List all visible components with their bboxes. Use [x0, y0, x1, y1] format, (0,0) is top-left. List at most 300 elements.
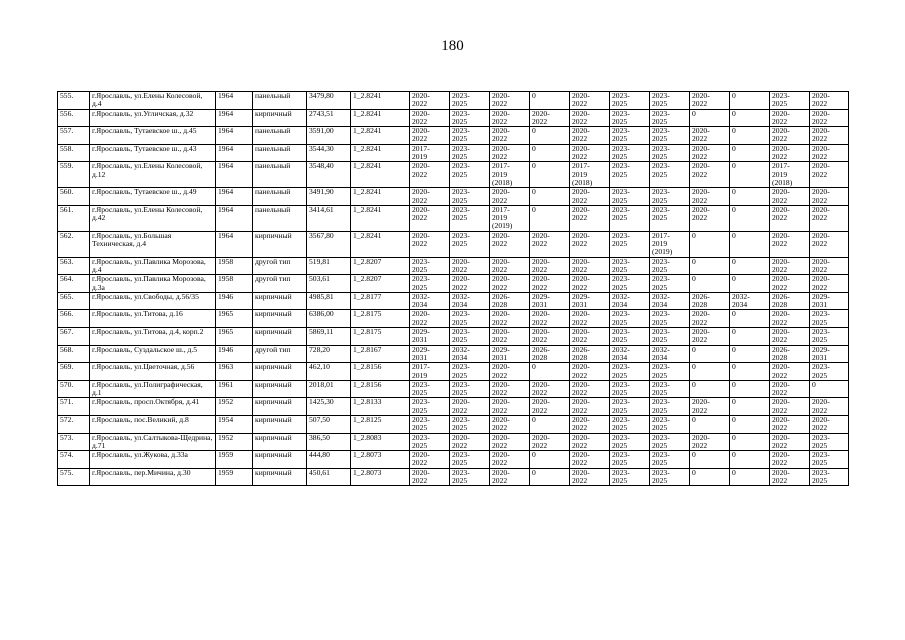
period-cell: 2020- 2022	[530, 275, 570, 293]
table-row	[58, 275, 849, 293]
code-cell: 1_2.8167	[351, 345, 410, 363]
period-cell: 2020- 2022	[810, 188, 849, 206]
period-cell: 0	[730, 127, 770, 145]
period-cell: 2020- 2022	[530, 257, 570, 275]
period-cell: 2023- 2025	[410, 433, 450, 451]
period-cell: 2023- 2025	[810, 310, 849, 328]
code-cell: 1_2.8073	[351, 451, 410, 469]
period-cell: 2023- 2025	[650, 188, 690, 206]
period-cell: 2020- 2022	[810, 127, 849, 145]
table-row	[58, 292, 849, 310]
wall-material-cell: кирпичный	[253, 292, 307, 310]
address-cell: г.Ярославль, ул.Елены Колесовой, д.4	[90, 92, 216, 110]
wall-material-cell: кирпичный	[253, 231, 307, 257]
period-cell: 2020- 2022	[570, 468, 610, 486]
code-cell: 1_2.8175	[351, 328, 410, 346]
build-year-cell: 1959	[216, 468, 253, 486]
period-cell: 2020- 2022	[490, 328, 530, 346]
period-cell: 2020- 2022	[490, 415, 530, 433]
build-year-cell: 1964	[216, 231, 253, 257]
address-cell: г.Ярославль, ул.Титова, д.16	[90, 310, 216, 328]
period-cell: 2032- 2034	[650, 292, 690, 310]
period-cell: 2020- 2022	[450, 433, 490, 451]
period-cell: 0	[530, 451, 570, 469]
period-cell: 0	[530, 205, 570, 231]
period-cell: 2020- 2022	[490, 310, 530, 328]
area-cell: 1425,30	[307, 398, 351, 416]
period-cell: 2020- 2022	[410, 92, 450, 110]
period-cell: 2023- 2025	[610, 205, 650, 231]
period-cell: 2023- 2025	[610, 451, 650, 469]
build-year-cell: 1952	[216, 433, 253, 451]
wall-material-cell: кирпичный	[253, 363, 307, 381]
period-cell: 2020- 2022	[450, 398, 490, 416]
period-cell: 2023- 2025	[410, 380, 450, 398]
period-cell: 2020- 2022	[770, 310, 810, 328]
period-cell: 2020- 2022	[770, 144, 810, 162]
period-cell: 0	[730, 231, 770, 257]
address-cell: г.Ярославль, ул.Полиграфическая, д.1	[90, 380, 216, 398]
period-cell: 0	[530, 468, 570, 486]
period-cell: 2020- 2022	[490, 127, 530, 145]
period-cell: 0	[690, 468, 730, 486]
row-number-cell: 565.	[58, 292, 90, 310]
period-cell: 2023- 2025	[650, 380, 690, 398]
area-cell: 5869,11	[307, 328, 351, 346]
period-cell: 2026- 2028	[530, 345, 570, 363]
period-cell: 2020- 2022	[490, 363, 530, 381]
period-cell: 2023- 2025	[410, 398, 450, 416]
period-cell: 2020- 2022	[770, 468, 810, 486]
period-cell: 2020- 2022	[690, 92, 730, 110]
period-cell: 2020- 2022	[570, 205, 610, 231]
period-cell: 2020- 2022	[770, 398, 810, 416]
period-cell: 2020- 2022	[770, 275, 810, 293]
code-cell: 1_2.8125	[351, 415, 410, 433]
wall-material-cell: другой тип	[253, 275, 307, 293]
period-cell: 2020- 2022	[770, 231, 810, 257]
period-cell: 2020- 2022	[690, 310, 730, 328]
row-number-cell: 557.	[58, 127, 90, 145]
period-cell: 2023- 2025	[810, 468, 849, 486]
period-cell: 2023- 2025	[610, 380, 650, 398]
period-cell: 2023- 2025	[650, 415, 690, 433]
period-cell: 2020- 2022	[490, 109, 530, 127]
row-number-cell: 562.	[58, 231, 90, 257]
period-cell: 2020- 2022	[530, 398, 570, 416]
table-row	[58, 451, 849, 469]
period-cell: 2023- 2025	[650, 92, 690, 110]
period-cell: 2023- 2025	[650, 328, 690, 346]
period-cell: 2020- 2022	[530, 231, 570, 257]
wall-material-cell: другой тип	[253, 345, 307, 363]
table-row	[58, 328, 849, 346]
period-cell: 2029- 2031	[570, 292, 610, 310]
build-year-cell: 1964	[216, 109, 253, 127]
address-cell: г.Ярославль, ул.Свободы, д.56/35	[90, 292, 216, 310]
period-cell: 2032- 2034	[450, 345, 490, 363]
period-cell: 2023- 2025	[650, 127, 690, 145]
period-cell: 2032- 2034	[610, 292, 650, 310]
period-cell: 0	[730, 398, 770, 416]
period-cell: 2020- 2022	[770, 433, 810, 451]
table-row	[58, 415, 849, 433]
period-cell: 2020- 2022	[530, 328, 570, 346]
period-cell: 2032- 2034	[410, 292, 450, 310]
address-cell: г.Ярославль, ул.Елены Колесовой, д.12	[90, 162, 216, 188]
period-cell: 0	[690, 345, 730, 363]
period-cell: 2023- 2025	[610, 162, 650, 188]
table-row	[58, 188, 849, 206]
period-cell: 2023- 2025	[610, 398, 650, 416]
period-cell: 2020- 2022	[570, 275, 610, 293]
table-row	[58, 144, 849, 162]
period-cell: 2023- 2025	[450, 92, 490, 110]
period-cell: 2020- 2022	[810, 415, 849, 433]
code-cell: 1_2.8133	[351, 398, 410, 416]
code-cell: 1_2.8241	[351, 144, 410, 162]
row-number-cell: 563.	[58, 257, 90, 275]
period-cell: 2020- 2022	[570, 415, 610, 433]
code-cell: 1_2.8241	[351, 109, 410, 127]
period-cell: 0	[730, 468, 770, 486]
build-year-cell: 1954	[216, 415, 253, 433]
table-row	[58, 257, 849, 275]
period-cell: 2020- 2022	[450, 275, 490, 293]
period-cell: 2023- 2025	[810, 451, 849, 469]
code-cell: 1_2.8241	[351, 188, 410, 206]
build-year-cell: 1946	[216, 345, 253, 363]
period-cell: 2020- 2022	[770, 127, 810, 145]
period-cell: 2020- 2022	[450, 257, 490, 275]
period-cell: 2020- 2022	[490, 380, 530, 398]
period-cell: 2032- 2034	[610, 345, 650, 363]
wall-material-cell: кирпичный	[253, 468, 307, 486]
address-cell: г.Ярославль, ул.Большая Техническая, д.4	[90, 231, 216, 257]
period-cell: 2023- 2025	[410, 275, 450, 293]
period-cell: 2020- 2022	[570, 433, 610, 451]
period-cell: 2023- 2025	[450, 310, 490, 328]
period-cell: 2023- 2025	[770, 92, 810, 110]
row-number-cell: 574.	[58, 451, 90, 469]
period-cell: 2020- 2022	[410, 127, 450, 145]
period-cell: 2020- 2022	[770, 363, 810, 381]
period-cell: 2023- 2025	[610, 144, 650, 162]
row-number-cell: 570.	[58, 380, 90, 398]
period-cell: 0	[530, 415, 570, 433]
wall-material-cell: кирпичный	[253, 415, 307, 433]
period-cell: 2020- 2022	[810, 275, 849, 293]
period-cell: 2020- 2022	[490, 257, 530, 275]
period-cell: 2020- 2022	[770, 328, 810, 346]
row-number-cell: 561.	[58, 205, 90, 231]
area-cell: 444,80	[307, 451, 351, 469]
address-cell: г.Ярославль, ул.Салтыкова-Щедрина, д.71	[90, 433, 216, 451]
period-cell: 2020- 2022	[410, 188, 450, 206]
period-cell: 2023- 2025	[450, 468, 490, 486]
table-row	[58, 231, 849, 257]
table-row	[58, 398, 849, 416]
period-cell: 2020- 2022	[410, 109, 450, 127]
area-cell: 3567,80	[307, 231, 351, 257]
period-cell: 2023- 2025	[610, 127, 650, 145]
row-number-cell: 566.	[58, 310, 90, 328]
period-cell: 0	[730, 109, 770, 127]
period-cell: 2020- 2022	[570, 231, 610, 257]
build-year-cell: 1964	[216, 127, 253, 145]
period-cell: 2020- 2022	[490, 275, 530, 293]
period-cell: 2017- 2019 (2018)	[490, 162, 530, 188]
period-cell: 2020- 2022	[690, 162, 730, 188]
period-cell: 2023- 2025	[610, 109, 650, 127]
period-cell: 0	[530, 188, 570, 206]
wall-material-cell: панельный	[253, 205, 307, 231]
period-cell: 2023- 2025	[650, 275, 690, 293]
period-cell: 2029- 2031	[810, 345, 849, 363]
area-cell: 3591,00	[307, 127, 351, 145]
period-cell: 0	[530, 92, 570, 110]
address-cell: г.Ярославль, ул.Елены Колесовой, д.42	[90, 205, 216, 231]
period-cell: 2017- 2019 (2019)	[650, 231, 690, 257]
period-cell: 2020- 2022	[810, 205, 849, 231]
wall-material-cell: панельный	[253, 188, 307, 206]
build-year-cell: 1964	[216, 144, 253, 162]
build-year-cell: 1964	[216, 188, 253, 206]
wall-material-cell: кирпичный	[253, 328, 307, 346]
period-cell: 2020- 2022	[770, 451, 810, 469]
period-cell: 2020- 2022	[570, 328, 610, 346]
period-cell: 2020- 2022	[410, 310, 450, 328]
table-row	[58, 109, 849, 127]
area-cell: 4985,81	[307, 292, 351, 310]
period-cell: 2020- 2022	[570, 109, 610, 127]
area-cell: 728,20	[307, 345, 351, 363]
period-cell: 0	[730, 415, 770, 433]
period-cell: 2029- 2031	[490, 345, 530, 363]
period-cell: 0	[690, 275, 730, 293]
period-cell: 2020- 2022	[570, 398, 610, 416]
period-cell: 2020- 2022	[490, 451, 530, 469]
period-cell: 2020- 2022	[530, 380, 570, 398]
build-year-cell: 1958	[216, 257, 253, 275]
build-year-cell: 1964	[216, 92, 253, 110]
period-cell: 2017- 2019	[410, 363, 450, 381]
period-cell: 2020- 2022	[770, 380, 810, 398]
period-cell: 2020- 2022	[410, 205, 450, 231]
period-cell: 2023- 2025	[450, 205, 490, 231]
code-cell: 1_2.8241	[351, 127, 410, 145]
wall-material-cell: панельный	[253, 127, 307, 145]
build-year-cell: 1952	[216, 398, 253, 416]
area-cell: 507,50	[307, 415, 351, 433]
period-cell: 2020- 2022	[410, 451, 450, 469]
address-cell: г.Ярославль, ул.Павлика Морозова, д.4	[90, 257, 216, 275]
address-cell: г.Ярославль, пер.Мичина, д.30	[90, 468, 216, 486]
wall-material-cell: кирпичный	[253, 433, 307, 451]
period-cell: 2023- 2025	[410, 415, 450, 433]
period-cell: 0	[730, 363, 770, 381]
table-body	[58, 92, 849, 486]
period-cell: 2023- 2025	[610, 231, 650, 257]
period-cell: 0	[730, 380, 770, 398]
period-cell: 0	[690, 415, 730, 433]
period-cell: 2020- 2022	[530, 310, 570, 328]
period-cell: 2023- 2025	[650, 205, 690, 231]
area-cell: 3548,40	[307, 162, 351, 188]
row-number-cell: 555.	[58, 92, 90, 110]
period-cell: 0	[730, 205, 770, 231]
table-row	[58, 433, 849, 451]
period-cell: 0	[730, 257, 770, 275]
build-year-cell: 1963	[216, 363, 253, 381]
period-cell: 2023- 2025	[650, 451, 690, 469]
table-row	[58, 127, 849, 145]
period-cell: 2020- 2022	[690, 205, 730, 231]
period-cell: 0	[530, 162, 570, 188]
area-cell: 3479,80	[307, 92, 351, 110]
build-year-cell: 1946	[216, 292, 253, 310]
period-cell: 2023- 2025	[450, 363, 490, 381]
period-cell: 0	[730, 451, 770, 469]
period-cell: 2020- 2022	[570, 363, 610, 381]
build-year-cell: 1965	[216, 310, 253, 328]
area-cell: 3491,90	[307, 188, 351, 206]
build-year-cell: 1965	[216, 328, 253, 346]
period-cell: 2023- 2025	[610, 363, 650, 381]
period-cell: 2032- 2034	[650, 345, 690, 363]
code-cell: 1_2.8207	[351, 275, 410, 293]
row-number-cell: 564.	[58, 275, 90, 293]
row-number-cell: 572.	[58, 415, 90, 433]
wall-material-cell: панельный	[253, 144, 307, 162]
period-cell: 2020- 2022	[410, 468, 450, 486]
period-cell: 2020- 2022	[690, 328, 730, 346]
area-cell: 3414,61	[307, 205, 351, 231]
period-cell: 2023- 2025	[650, 433, 690, 451]
row-number-cell: 569.	[58, 363, 90, 381]
table-row	[58, 363, 849, 381]
period-cell: 2020- 2022	[530, 109, 570, 127]
period-cell: 2023- 2025	[450, 127, 490, 145]
period-cell: 0	[530, 144, 570, 162]
period-cell: 0	[730, 345, 770, 363]
period-cell: 2023- 2025	[650, 398, 690, 416]
code-cell: 1_2.8241	[351, 231, 410, 257]
period-cell: 0	[690, 109, 730, 127]
wall-material-cell: панельный	[253, 162, 307, 188]
period-cell: 2023- 2025	[610, 415, 650, 433]
period-cell: 2020- 2022	[810, 144, 849, 162]
period-cell: 2020- 2022	[570, 127, 610, 145]
code-cell: 1_2.8241	[351, 162, 410, 188]
row-number-cell: 573.	[58, 433, 90, 451]
code-cell: 1_2.8207	[351, 257, 410, 275]
table-row	[58, 162, 849, 188]
build-year-cell: 1964	[216, 162, 253, 188]
period-cell: 2020- 2022	[810, 162, 849, 188]
period-cell: 2020- 2022	[770, 415, 810, 433]
wall-material-cell: кирпичный	[253, 109, 307, 127]
period-cell: 2020- 2022	[810, 398, 849, 416]
period-cell: 0	[730, 188, 770, 206]
address-cell: г.Ярославль, ул.Павлика Морозова, д.3а	[90, 275, 216, 293]
period-cell: 0	[690, 380, 730, 398]
period-cell: 2020- 2022	[410, 231, 450, 257]
area-cell: 6386,00	[307, 310, 351, 328]
period-cell: 2020- 2022	[570, 188, 610, 206]
code-cell: 1_2.8177	[351, 292, 410, 310]
period-cell: 2032- 2034	[730, 292, 770, 310]
period-cell: 2023- 2025	[650, 109, 690, 127]
period-cell: 2023- 2025	[450, 188, 490, 206]
address-cell: г.Ярославль, Тутаевское ш., д.49	[90, 188, 216, 206]
build-year-cell: 1959	[216, 451, 253, 469]
period-cell: 2026- 2028	[770, 292, 810, 310]
period-cell: 2023- 2025	[450, 380, 490, 398]
housing-register-table	[57, 91, 849, 486]
period-cell: 2017- 2019 (2018)	[770, 162, 810, 188]
period-cell: 2029- 2031	[410, 328, 450, 346]
period-cell: 0	[730, 328, 770, 346]
address-cell: г.Ярославль, Суздальское ш., д.5	[90, 345, 216, 363]
area-cell: 2743,51	[307, 109, 351, 127]
address-cell: г.Ярославль, ул.Титова, д.4, корп.2	[90, 328, 216, 346]
period-cell: 0	[730, 92, 770, 110]
period-cell: 2023- 2025	[610, 188, 650, 206]
wall-material-cell: другой тип	[253, 257, 307, 275]
period-cell: 2023- 2025	[450, 162, 490, 188]
period-cell: 2023- 2025	[650, 310, 690, 328]
period-cell: 2020- 2022	[490, 398, 530, 416]
period-cell: 2026- 2028	[690, 292, 730, 310]
row-number-cell: 560.	[58, 188, 90, 206]
period-cell: 0	[690, 257, 730, 275]
period-cell: 2020- 2022	[490, 433, 530, 451]
address-cell: г.Ярославль, ул.Цветочная, д.56	[90, 363, 216, 381]
period-cell: 2020- 2022	[770, 205, 810, 231]
area-cell: 2018,01	[307, 380, 351, 398]
code-cell: 1_2.8156	[351, 380, 410, 398]
area-cell: 462,10	[307, 363, 351, 381]
code-cell: 1_2.8083	[351, 433, 410, 451]
code-cell: 1_2.8241	[351, 92, 410, 110]
period-cell: 2023- 2025	[650, 363, 690, 381]
period-cell: 2023- 2025	[450, 451, 490, 469]
period-cell: 2020- 2022	[690, 398, 730, 416]
period-cell: 2023- 2025	[650, 257, 690, 275]
table-row	[58, 468, 849, 486]
period-cell: 2029- 2031	[530, 292, 570, 310]
row-number-cell: 568.	[58, 345, 90, 363]
address-cell: г.Ярославль, пос.Великий, д.8	[90, 415, 216, 433]
period-cell: 2017- 2019 (2019)	[490, 205, 530, 231]
period-cell: 2023- 2025	[650, 162, 690, 188]
period-cell: 2023- 2025	[610, 468, 650, 486]
address-cell: г.Ярославль, ул.Угличская, д.32	[90, 109, 216, 127]
period-cell: 2020- 2022	[530, 433, 570, 451]
area-cell: 386,50	[307, 433, 351, 451]
period-cell: 2023- 2025	[450, 109, 490, 127]
period-cell: 2023- 2025	[810, 328, 849, 346]
period-cell: 2020- 2022	[690, 188, 730, 206]
period-cell: 2020- 2022	[690, 433, 730, 451]
period-cell: 0	[530, 127, 570, 145]
address-cell: г.Ярославль, Тутаевское ш., д.45	[90, 127, 216, 145]
period-cell: 0	[730, 310, 770, 328]
period-cell: 2020- 2022	[770, 109, 810, 127]
period-cell: 2020- 2022	[570, 257, 610, 275]
row-number-cell: 575.	[58, 468, 90, 486]
